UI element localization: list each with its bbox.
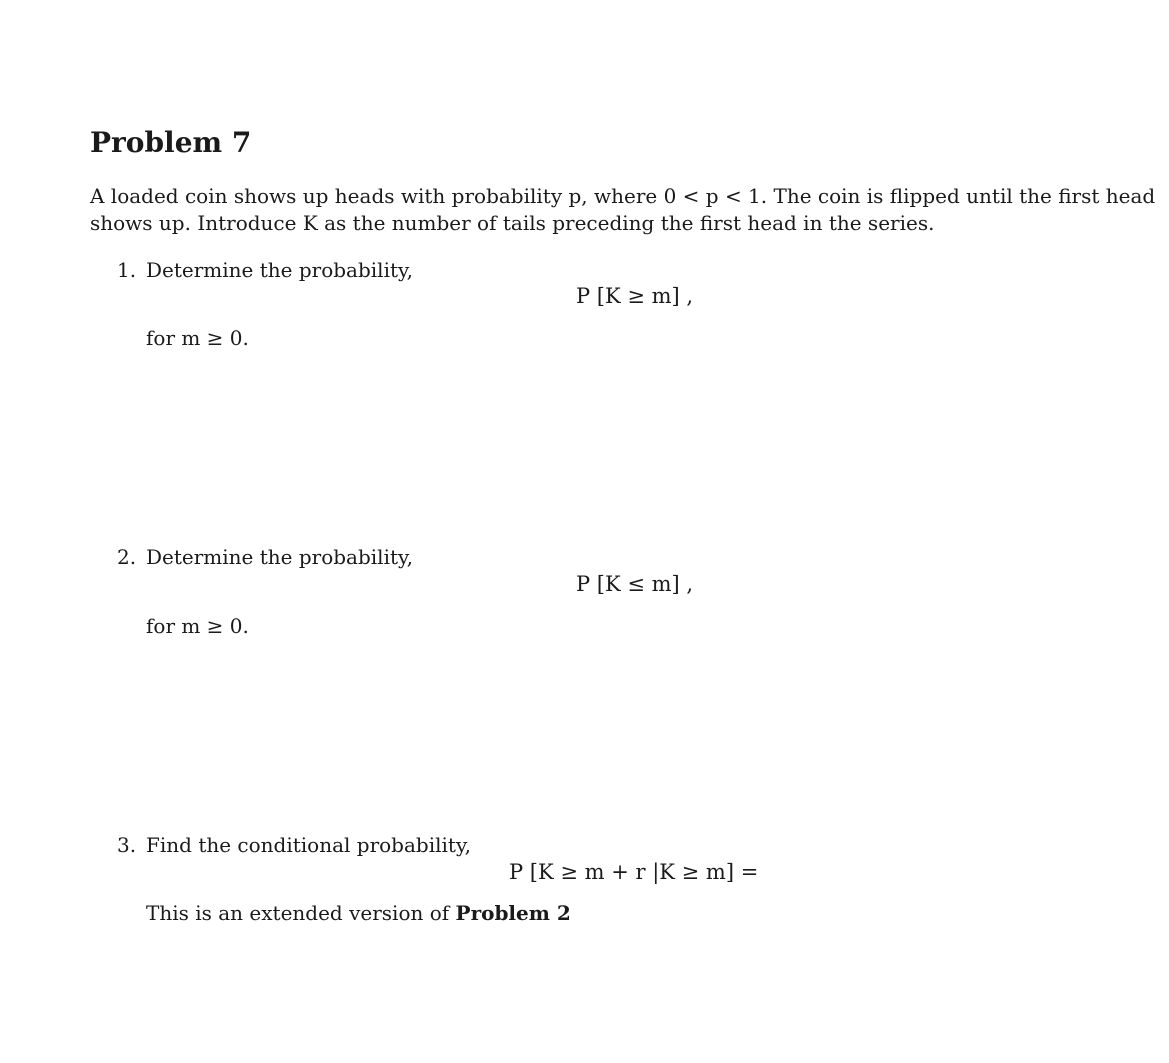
item-1-number: 1. (117, 258, 137, 282)
item-1-condition: for m ≥ 0. (146, 326, 249, 350)
item-3-formula: P [K ≥ m + r |K ≥ m] = (509, 860, 759, 884)
item-1-formula: P [K ≥ m] , (576, 284, 694, 308)
item-2-number: 2. (117, 545, 137, 569)
item-3-note-text: This is an extended version of (146, 901, 450, 925)
item-3-note (146, 901, 571, 925)
intro-line-1: A loaded coin shows up heads with probability p, where 0 < p < 1. The coin is flipped until the first head (90, 184, 1156, 208)
item-2-prompt: Determine the probability, (146, 545, 414, 569)
item-2-condition: for m ≥ 0. (146, 614, 249, 638)
item-1-prompt: Determine the probability, (146, 258, 414, 282)
item-3-prompt: Find the conditional probability, (146, 833, 471, 857)
item-2-formula: P [K ≤ m] , (576, 572, 694, 596)
item-3-note-reference: Problem 2 (455, 901, 571, 925)
item-3-number: 3. (117, 833, 137, 857)
problem-title: Problem 7 (90, 126, 252, 159)
intro-line-2: shows up. Introduce K as the number of tails preceding the first head in the series. (90, 211, 935, 235)
